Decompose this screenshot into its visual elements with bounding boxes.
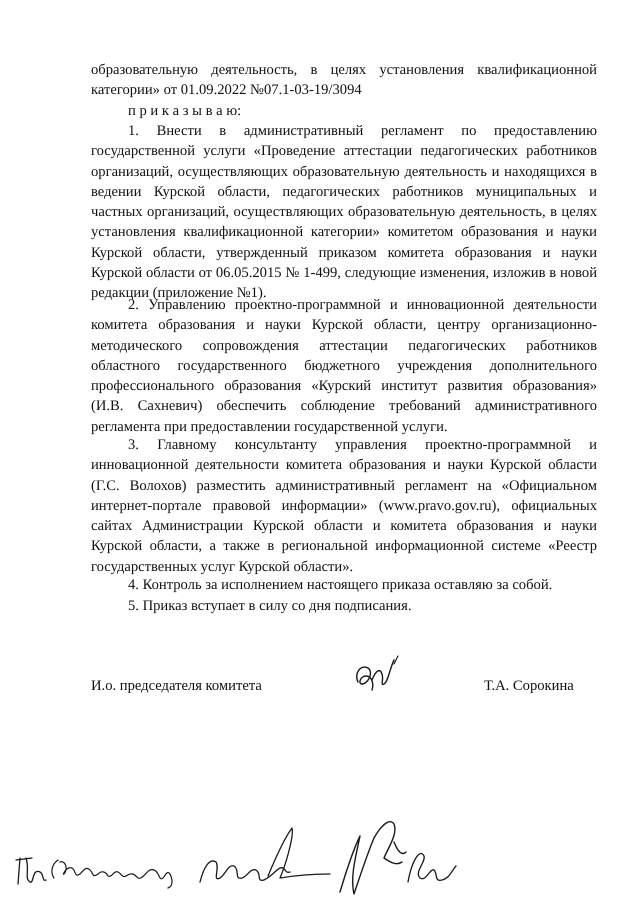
intro-paragraph: образовательную деятельность, в целях установления квалификационной категории» от 01.09.2022 №07.1-03-19/3094 (91, 62, 597, 99)
handwritten-approval-signatures (10, 812, 630, 904)
signature-mark (350, 654, 412, 702)
item-4-paragraph: 4. Контроль за исполнением настоящего приказа оставляю за собой. (128, 577, 553, 593)
item-1-paragraph: 1. Внести в административный регламент по предоставлению государственной услуги «Проведение аттестации педагогических работников организаций, осуществляющих образовательную деятельность и находящихся в ведении Курской области, педагогических работников муниципальных и частных организаций, осуществляющих образовательную деятельность, в целях установления квалификационной категории» комитетом образования и науки Курской области, утвержденный приказом комитета образования и науки Курской области от 06.05.2015 № 1-499, следующие изменения, изложив в новой редакции (приложение №1). (91, 123, 597, 302)
order-word: п р и к а з ы в а ю: (128, 103, 242, 119)
item-2-paragraph: 2. Управлению проектно-программной и инновационной деятельности комитета образования и науки Курской области, центру организационно-методического сопровождения аттестации педагогических работников областного государственного бюджетного учреждения дополнительного профессионального образования «Курский институт развития образования» (И.В. Сахневич) обеспечить соблюдение требований административного регламента при предоставлении государственной услуги. (91, 297, 597, 435)
item-5-paragraph: 5. Приказ вступает в силу со дня подписания. (128, 598, 412, 614)
signature-block (0, 678, 640, 704)
item-3-paragraph: 3. Главному консультанту управления проектно-программной и инновационной деятельности комитета образования и науки Курской области (Г.С. Волохов) разместить административный регламент на «Официальном интернет-портале правовой информации» (www.pravo.gov.ru), официальных сайтах Администрации Курской области и комитета образования и науки Курской области, а также в региональной информационной системе «Реестр государственных услуг Курской области». (91, 437, 597, 575)
signatory-title: И.о. председателя комитета (91, 678, 262, 694)
signatory-name: Т.А. Сорокина (484, 678, 574, 694)
